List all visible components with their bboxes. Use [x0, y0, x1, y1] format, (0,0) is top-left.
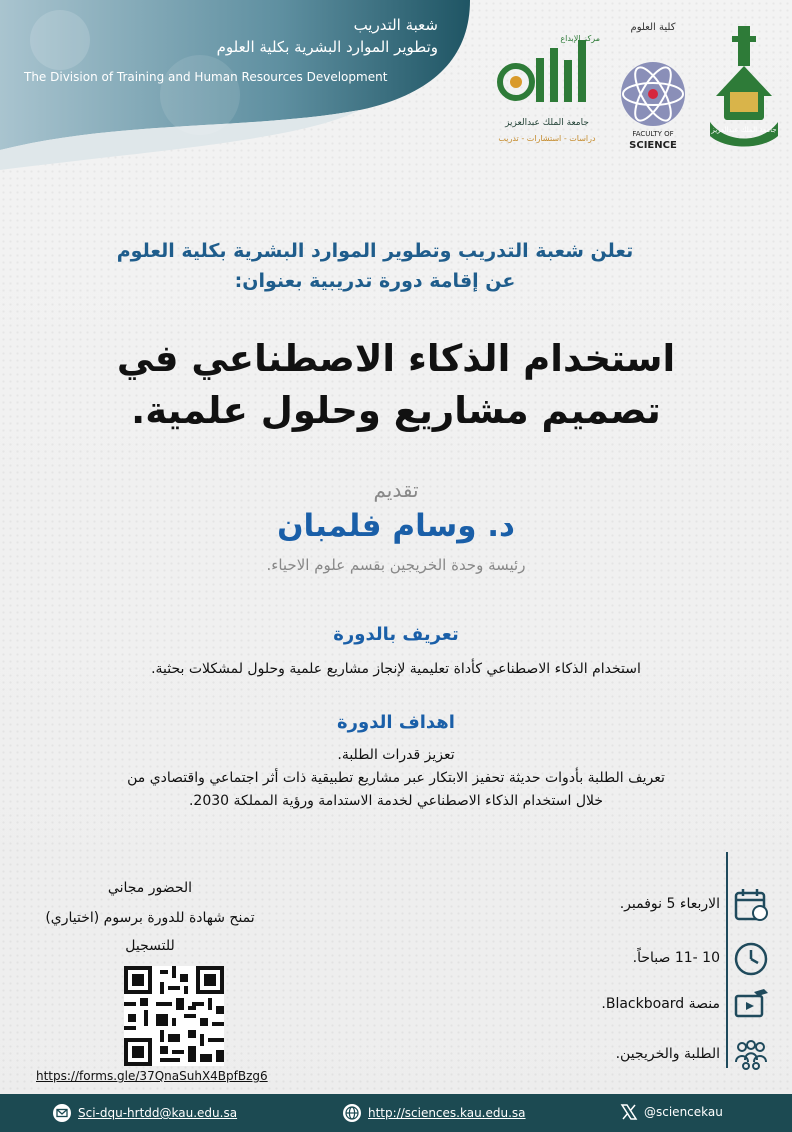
faculty-of-science-logo	[616, 20, 690, 150]
goals-line2: تعريف الطلبة بأدوات حديثة تحفيز الابتكار عبر مشاريع تطبيقية ذات أثر اجتماعي واقتصادي من	[127, 770, 665, 786]
course-title-line1: استخدام الذكاء الاصطناعي في	[116, 337, 676, 380]
footer-email[interactable]	[52, 1103, 237, 1123]
register-label: للتسجيل	[125, 938, 175, 954]
presenter-name: د. وسام فلمبان	[277, 508, 515, 544]
free-attendance: الحضور مجاني	[107, 880, 193, 896]
division-name-english: The Division of Training and Human Resources Development	[24, 70, 388, 84]
detail-date	[560, 886, 770, 926]
division-name-line1: شعبة التدريب	[353, 16, 438, 34]
presenter-role: رئيسة وحدة الخريجين بقسم علوم الاحياء.	[266, 556, 526, 574]
x-logo-icon	[620, 1103, 638, 1121]
footer-bar	[0, 1094, 792, 1132]
goals-heading: اهداف الدورة	[337, 712, 455, 733]
detail-platform	[560, 986, 770, 1026]
center-tagline: دراسات - استشارات - تدريب	[498, 134, 596, 143]
calendar-icon	[732, 886, 770, 924]
kau-logo	[706, 26, 782, 150]
center-name-label: مركز الإبداع	[560, 34, 600, 43]
audience-text: الطلبة والخريجين.	[615, 1046, 720, 1062]
science-label-english-1: FACULTY OF	[632, 130, 674, 138]
course-title-line2: تصميم مشاريع وحلول علمية.	[131, 389, 661, 432]
platform-text: منصة Blackboard.	[601, 996, 720, 1012]
division-name-line2: وتطوير الموارد البشرية بكلية العلوم	[216, 38, 438, 56]
science-label-arabic: كلية العلوم	[630, 22, 676, 33]
science-label-english-2: SCIENCE	[629, 140, 677, 151]
website-text: http://sciences.kau.edu.sa	[368, 1106, 526, 1120]
presented-by-label: تقديم	[373, 478, 419, 502]
about-body: استخدام الذكاء الاصطناعي كأداة تعليمية لإنجاز مشاريع علمية وحلول لمشكلات بحثية.	[151, 661, 641, 677]
footer-twitter[interactable]	[620, 1103, 723, 1123]
people-icon	[732, 1036, 770, 1074]
certificate-note: تمنح شهادة للدورة برسوم (اختياري)	[45, 910, 255, 926]
kau-label: جامعة الملك عبدالعزيز	[711, 126, 777, 134]
creativity-center-logo	[494, 30, 600, 150]
goals-line3: خلال استخدام الذكاء الاصطناعي لخدمة الاستدامة ورؤية المملكة 2030.	[188, 793, 604, 809]
announcement-line2: عن إقامة دورة تدريبية بعنوان:	[234, 270, 516, 292]
center-university-label: جامعة الملك عبدالعزيز	[505, 118, 589, 128]
goals-line1: تعزيز قدرات الطلبة.	[337, 747, 455, 763]
globe-icon	[342, 1103, 362, 1123]
email-icon	[52, 1103, 72, 1123]
registration-link[interactable]: https://forms.gle/37QnaSuhX4BpfBzg6	[36, 1069, 268, 1083]
detail-audience	[560, 1036, 770, 1076]
clock-icon	[732, 940, 770, 978]
atom-icon	[616, 56, 690, 136]
detail-time	[560, 940, 770, 980]
email-text: Sci-dqu-hrtdd@kau.edu.sa	[78, 1106, 238, 1120]
online-class-icon	[732, 986, 770, 1024]
date-text: الاربعاء 5 نوفمبر.	[619, 896, 720, 912]
announcement-line1: تعلن شعبة التدريب وتطوير الموارد البشرية بكلية العلوم	[116, 240, 634, 262]
creativity-center-mark	[494, 30, 600, 120]
time-text: 10 -11 صباحاً.	[632, 950, 720, 966]
about-heading: تعريف بالدورة	[333, 624, 459, 645]
twitter-text: @sciencekau	[644, 1105, 723, 1119]
footer-website[interactable]	[342, 1103, 526, 1123]
registration-qr-code[interactable]	[124, 966, 224, 1066]
